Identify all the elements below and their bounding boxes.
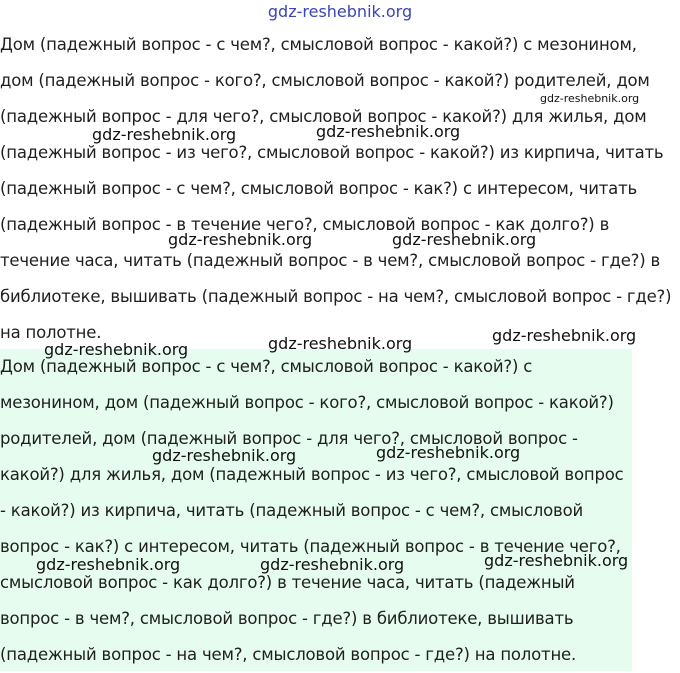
site-link[interactable]: gdz-reshebnik.org	[267, 2, 413, 21]
answer-text	[0, 349, 632, 673]
answer-line: смысловой вопрос - как долго?) в течение часа, читать (падежный	[0, 573, 575, 592]
text-line: библиотеке, вышивать (падежный вопрос - на чем?, смысловой вопрос - где?)	[0, 287, 672, 306]
answer-line: какой?) для жилья, дом (падежный вопрос - из чего?, смысловой вопрос	[0, 465, 624, 484]
text-line: (падежный вопрос - для чего?, смысловой вопрос - какой?) для жилья, дом	[0, 107, 647, 126]
text-line: (падежный вопрос - с чем?, смысловой вопрос - как?) с интересом, читать	[0, 179, 638, 198]
exercise-text	[0, 27, 680, 351]
watermark: gdz-reshebnik.org	[168, 230, 313, 249]
answer-line: Дом (падежный вопрос - с чем?, смысловой вопрос - какой?) с	[0, 357, 533, 376]
answer-line: (падежный вопрос - на чем?, смысловой вопрос - где?) на полотне.	[0, 645, 577, 664]
text-line: дом (падежный вопрос - кого?, смысловой вопрос - какой?) родителей, дом	[0, 71, 650, 90]
watermark: gdz-reshebnik.org	[492, 326, 637, 345]
text-line: (падежный вопрос - в течение чего?, смысловой вопрос - как долго?) в	[0, 215, 610, 234]
watermark: gdz-reshebnik.org	[540, 92, 640, 105]
watermark: gdz-reshebnik.org	[92, 125, 237, 144]
watermark: gdz-reshebnik.org	[392, 230, 537, 249]
watermark: gdz-reshebnik.org	[36, 555, 181, 574]
answer-line: родителей, дом (падежный вопрос - для чего?, смысловой вопрос -	[0, 429, 578, 448]
watermark: gdz-reshebnik.org	[152, 446, 297, 465]
answer-line: вопрос - как?) с интересом, читать (падежный вопрос - в течение чего?,	[0, 537, 621, 556]
text-line: Дом (падежный вопрос - с чем?, смысловой вопрос - какой?) с мезонином,	[0, 35, 637, 54]
watermark: gdz-reshebnik.org	[316, 122, 461, 141]
text-line: на полотне.	[0, 323, 102, 342]
watermark: gdz-reshebnik.org	[268, 334, 413, 353]
watermark: gdz-reshebnik.org	[260, 555, 405, 574]
text-line: (падежный вопрос - из чего?, смысловой вопрос - какой?) из кирпича, читать	[0, 143, 664, 162]
text-line: течение часа, читать (падежный вопрос - в чем?, смысловой вопрос - где?) в	[0, 251, 661, 270]
answer-line: вопрос - в чем?, смысловой вопрос - где?) в библиотеке, вышивать	[0, 609, 574, 628]
answer-line: - какой?) из кирпича, читать (падежный вопрос - с чем?, смысловой	[0, 501, 583, 520]
watermark: gdz-reshebnik.org	[44, 340, 189, 359]
watermark: gdz-reshebnik.org	[376, 443, 521, 462]
watermark: gdz-reshebnik.org	[484, 551, 629, 570]
answer-line: мезонином, дом (падежный вопрос - кого?, смысловой вопрос - какой?)	[0, 393, 614, 412]
